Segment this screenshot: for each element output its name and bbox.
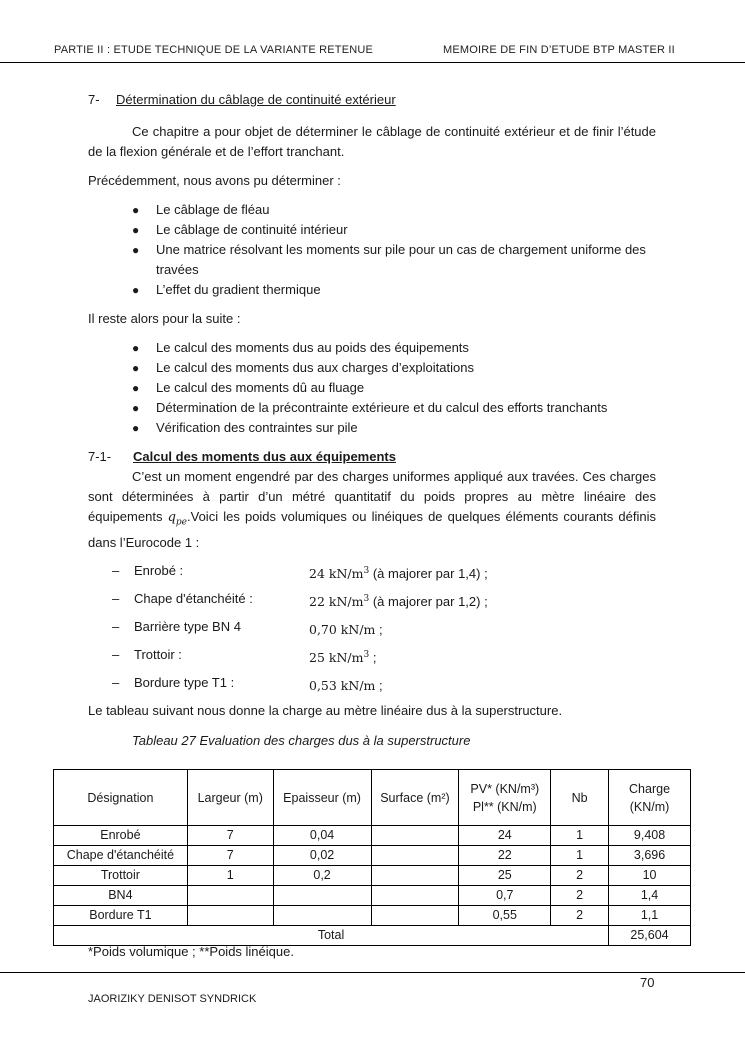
- header-surface: Surface (m²): [371, 770, 459, 826]
- charges-table: [53, 769, 691, 946]
- table-total-row: [54, 926, 691, 946]
- table-caption: Tableau 27 Evaluation des charges dus à la superstructure: [132, 732, 471, 748]
- total-value: 25,604: [609, 926, 691, 946]
- list-item: ● Vérification des contraintes sur pile: [156, 418, 656, 438]
- section-7-1-heading: [88, 447, 656, 467]
- section-7-1-number: 7-1-: [88, 449, 112, 464]
- bullet-icon: ●: [132, 203, 140, 217]
- bullet-icon: ●: [132, 283, 140, 297]
- header-designation: Désignation: [54, 770, 188, 826]
- table-row: Chape d'étanchéité 7 0,02 22 1 3,696: [54, 846, 691, 866]
- bullet-icon: ●: [132, 361, 140, 375]
- author-name: JAORIZIKY DENISOT SYNDRICK: [88, 993, 257, 1005]
- section-7-title: Détermination du câblage de continuité extérieur: [116, 92, 396, 107]
- section-7-intro: Ce chapitre a pour objet de déterminer le câblage de continuité extérieur et de finir l’étude de la flexion générale et de l’effort tranchant.: [88, 124, 656, 159]
- bullet-icon: ●: [132, 421, 140, 435]
- loads-list: [88, 557, 656, 697]
- page-content: [88, 90, 656, 759]
- table-row: BN4 0,7 2 1,4: [54, 886, 691, 906]
- remaining-text: Il reste alors pour la suite :: [88, 311, 241, 326]
- list-item: ● Une matrice résolvant les moments sur pile pour un cas de chargement uniforme des travées: [132, 242, 646, 277]
- header-rule: [0, 62, 745, 63]
- page-number: 70: [640, 975, 655, 990]
- table-header-row: [54, 770, 691, 826]
- list-item: ● Le calcul des moments dus au poids des équipements: [156, 338, 656, 358]
- load-item-barriere: – Barrière type BN 4 0,70 kN/m ;: [112, 618, 383, 637]
- list-item: ● Le calcul des moments dû au fluage: [156, 378, 656, 398]
- table-row: Enrobé 7 0,04 24 1 9,408: [54, 826, 691, 846]
- bullet-icon: ●: [132, 401, 140, 415]
- header-left: PARTIE II : ETUDE TECHNIQUE DE LA VARIANTE RETENUE: [54, 44, 374, 56]
- list-item: ● Le calcul des moments dus aux charges d’exploitations: [156, 358, 656, 378]
- bullet-icon: ●: [132, 341, 140, 355]
- table-row: Bordure T1 0,55 2 1,1: [54, 906, 691, 926]
- section-7-1-paragraph: C’est un moment engendré par des charges uniformes appliqué aux travées. Ces charges sont déterminées à partir d’un métré quantitatif du poids propres au mètre linéaire des équipements $q_{pe}.Voici$ les poids volumiques ou linéiques de quelques éléments courants définis dans l’Eurocode 1 :: [88, 469, 656, 550]
- section-7-number: 7-: [88, 92, 100, 107]
- header-epaisseur: Epaisseur (m): [273, 770, 371, 826]
- bullet-icon: ●: [132, 381, 140, 395]
- header-charge: Charge (KN/m): [609, 770, 691, 826]
- table-footnote: *Poids volumique ; **Poids linéique.: [88, 944, 294, 959]
- total-label: Total: [54, 926, 609, 946]
- header-nb: Nb: [551, 770, 609, 826]
- load-item-trottoir: – Trottoir : 25 $kN/m^3$ ;: [112, 646, 377, 665]
- list-item: ● L’effet du gradient thermique: [156, 280, 656, 300]
- header-pv-pl: PV* (KN/m³) Pl** (KN/m): [459, 770, 551, 826]
- table-row: Trottoir 1 0,2 25 2 10: [54, 866, 691, 886]
- header-largeur: Largeur (m): [187, 770, 273, 826]
- bullet-icon: ●: [132, 223, 140, 237]
- section-7-1-title: Calcul des moments dus aux équipements: [133, 449, 396, 464]
- previously-text: Précédemment, nous avons pu déterminer :: [88, 173, 341, 188]
- list-item: ● Le câblage de fléau: [156, 200, 656, 220]
- load-item-bordure: – Bordure type T1 : 0,53 kN/m ;: [112, 674, 383, 693]
- load-item-chape: – Chape d'étanchéité : 22 $kN/m^3$ (à majorer par 1,2) ;: [112, 590, 488, 609]
- done-list: [88, 200, 656, 300]
- header-right: MEMOIRE DE FIN D’ETUDE BTP MASTER II: [443, 44, 675, 56]
- q-pe-symbol: $q_{pe}$: [167, 510, 188, 528]
- section-7-heading: [88, 90, 656, 110]
- list-item: ● Le câblage de continuité intérieur: [156, 220, 656, 240]
- todo-list: [88, 338, 656, 438]
- bullet-icon: ●: [132, 243, 140, 257]
- footer-rule: [0, 972, 745, 973]
- load-item-enrobe: – Enrobé : 24 $kN/m^3$ (à majorer par 1,4) ;: [112, 562, 488, 581]
- table-intro: Le tableau suivant nous donne la charge au mètre linéaire dus à la superstructure.: [88, 702, 563, 718]
- list-item: ● Détermination de la précontrainte extérieure et du calcul des efforts tranchants: [156, 398, 656, 418]
